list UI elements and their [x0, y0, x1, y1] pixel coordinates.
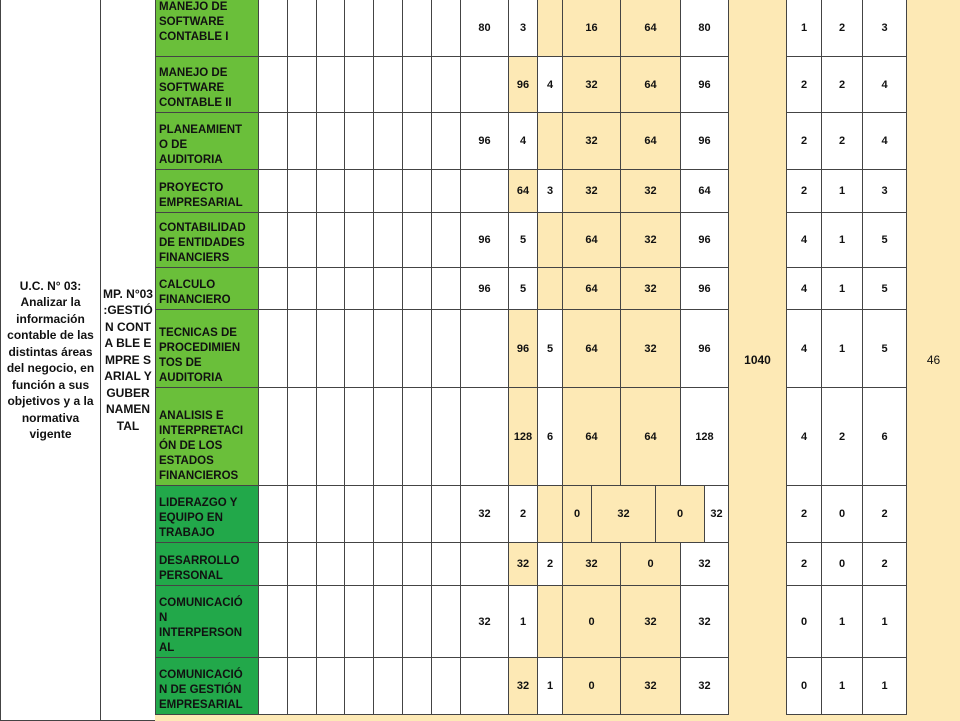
value-cell: 32 — [620, 169, 681, 213]
value-cell: 32 — [562, 542, 621, 586]
value-cell: 32 — [562, 112, 621, 170]
empty-cell — [373, 657, 403, 715]
empty-cell — [287, 169, 317, 213]
value-cell: 32 — [562, 56, 621, 113]
value-cell — [460, 56, 509, 113]
value-cell: 4 — [508, 112, 538, 170]
credit-cell: 4 — [786, 309, 822, 388]
value-cell: 96 — [680, 309, 729, 388]
empty-cell — [431, 309, 461, 388]
empty-cell — [287, 212, 317, 268]
value-cell: 0 — [655, 485, 705, 543]
empty-cell — [344, 657, 374, 715]
empty-cell — [373, 56, 403, 113]
empty-cell — [373, 267, 403, 310]
empty-cell — [287, 56, 317, 113]
module-cell — [100, 0, 156, 721]
empty-cell — [344, 0, 374, 57]
value-cell: 1 — [537, 657, 563, 715]
value-cell: 4 — [537, 56, 563, 113]
value-cell: 2 — [537, 542, 563, 586]
empty-cell — [344, 267, 374, 310]
module-label: MP. N°03 :GESTIÓ N CONTA BLE EMPRE SARIAL Y GUBER NAMEN TAL — [103, 286, 153, 433]
unit-competence-label: U.C. N° 03: Analizar la información contable de las distintas áreas del negocio, en función a sus objetivos y a la normativa vigente — [6, 278, 95, 441]
empty-cell — [431, 485, 461, 543]
credit-cell: 3 — [862, 169, 907, 213]
credit-cell: 3 — [862, 0, 907, 57]
empty-cell — [402, 267, 432, 310]
empty-cell — [344, 485, 374, 543]
empty-cell — [287, 112, 317, 170]
value-cell: 64 — [562, 387, 621, 486]
credit-cell: 4 — [786, 387, 822, 486]
credit-cell: 1 — [821, 309, 863, 388]
empty-cell — [258, 112, 288, 170]
credit-cell: 0 — [821, 542, 863, 586]
value-cell: 64 — [620, 0, 681, 57]
value-cell: 0 — [562, 657, 621, 715]
value-cell: 0 — [620, 542, 681, 586]
empty-cell — [316, 169, 345, 213]
empty-cell — [258, 0, 288, 57]
empty-cell — [316, 0, 345, 57]
empty-cell — [316, 309, 345, 388]
credit-cell: 0 — [821, 485, 863, 543]
value-cell — [460, 542, 509, 586]
value-cell: 128 — [680, 387, 729, 486]
value-cell: 32 — [460, 485, 509, 543]
value-cell: 32 — [680, 585, 729, 658]
subject-cell: COMUNICACIÓ N DE GESTIÓN EMPRESARIAL — [155, 657, 259, 715]
value-cell: 0 — [562, 485, 592, 543]
empty-cell — [287, 267, 317, 310]
subject-cell: CALCULO FINANCIERO — [155, 267, 259, 310]
value-cell: 96 — [680, 267, 729, 310]
value-cell: 64 — [620, 112, 681, 170]
value-cell: 32 — [620, 585, 681, 658]
empty-cell — [373, 542, 403, 586]
credit-cell: 2 — [786, 485, 822, 543]
credit-cell: 4 — [786, 267, 822, 310]
empty-cell — [287, 542, 317, 586]
value-cell: 6 — [537, 387, 563, 486]
subject-cell: CONTABILIDAD DE ENTIDADES FINANCIERS — [155, 212, 259, 268]
credit-cell: 2 — [786, 112, 822, 170]
empty-cell — [537, 267, 563, 310]
empty-cell — [402, 585, 432, 658]
subject-cell: PLANEAMIENT O DE AUDITORIA — [155, 112, 259, 170]
empty-cell — [258, 309, 288, 388]
empty-cell — [344, 309, 374, 388]
empty-cell — [402, 112, 432, 170]
value-cell: 64 — [562, 267, 621, 310]
empty-cell — [402, 387, 432, 486]
value-cell: 64 — [508, 169, 538, 213]
value-cell: 32 — [620, 657, 681, 715]
value-cell: 32 — [591, 485, 656, 543]
value-cell: 96 — [460, 112, 509, 170]
empty-cell — [316, 585, 345, 658]
value-cell: 96 — [460, 267, 509, 310]
empty-cell — [258, 485, 288, 543]
value-cell: 32 — [680, 542, 729, 586]
credit-cell: 2 — [821, 112, 863, 170]
credit-cell: 5 — [862, 267, 907, 310]
value-cell: 128 — [508, 387, 538, 486]
empty-cell — [258, 542, 288, 586]
empty-cell — [316, 212, 345, 268]
value-cell: 3 — [508, 0, 538, 57]
total-hours-cell: 1040 — [728, 0, 787, 721]
credit-cell: 0 — [786, 585, 822, 658]
credit-cell: 1 — [786, 0, 822, 57]
value-cell: 16 — [562, 0, 621, 57]
credit-cell: 2 — [786, 56, 822, 113]
empty-cell — [316, 112, 345, 170]
empty-cell — [316, 56, 345, 113]
empty-cell — [402, 485, 432, 543]
value-cell: 64 — [620, 387, 681, 486]
value-cell: 32 — [620, 212, 681, 268]
empty-cell — [402, 309, 432, 388]
empty-cell — [402, 169, 432, 213]
value-cell: 5 — [508, 267, 538, 310]
empty-cell — [258, 212, 288, 268]
credit-cell: 4 — [862, 56, 907, 113]
empty-cell — [344, 387, 374, 486]
value-cell: 32 — [680, 657, 729, 715]
credit-cell: 2 — [821, 0, 863, 57]
value-cell: 96 — [680, 56, 729, 113]
empty-cell — [287, 585, 317, 658]
empty-cell — [402, 542, 432, 586]
empty-cell — [287, 657, 317, 715]
empty-cell — [431, 267, 461, 310]
empty-cell — [258, 267, 288, 310]
empty-cell — [373, 585, 403, 658]
bottom-strip — [155, 715, 960, 721]
empty-cell — [344, 585, 374, 658]
value-cell: 32 — [704, 485, 729, 543]
subject-cell: MANEJO DE SOFTWARE CONTABLE II — [155, 56, 259, 113]
empty-cell — [537, 212, 563, 268]
empty-cell — [431, 112, 461, 170]
empty-cell — [402, 0, 432, 57]
value-cell: 3 — [537, 169, 563, 213]
value-cell: 32 — [620, 309, 681, 388]
empty-cell — [402, 56, 432, 113]
empty-cell — [258, 169, 288, 213]
value-cell: 1 — [508, 585, 538, 658]
value-cell — [460, 169, 509, 213]
empty-cell — [316, 485, 345, 543]
empty-cell — [258, 657, 288, 715]
empty-cell — [316, 542, 345, 586]
credit-cell: 2 — [786, 169, 822, 213]
empty-cell — [431, 585, 461, 658]
value-cell: 96 — [680, 112, 729, 170]
empty-cell — [316, 657, 345, 715]
credit-cell: 2 — [821, 387, 863, 486]
credit-cell: 1 — [821, 657, 863, 715]
value-cell: 96 — [508, 56, 538, 113]
subject-cell: PROYECTO EMPRESARIAL — [155, 169, 259, 213]
empty-cell — [537, 585, 563, 658]
credit-cell: 2 — [862, 485, 907, 543]
credit-cell: 2 — [862, 542, 907, 586]
subject-cell: TECNICAS DE PROCEDIMIEN TOS DE AUDITORIA — [155, 309, 259, 388]
value-cell: 32 — [620, 267, 681, 310]
credit-cell: 1 — [862, 657, 907, 715]
value-cell: 96 — [508, 309, 538, 388]
empty-cell — [287, 309, 317, 388]
empty-cell — [431, 542, 461, 586]
empty-cell — [373, 212, 403, 268]
value-cell — [460, 387, 509, 486]
value-cell: 64 — [620, 56, 681, 113]
empty-cell — [344, 542, 374, 586]
credit-cell: 5 — [862, 212, 907, 268]
empty-cell — [287, 485, 317, 543]
empty-cell — [287, 0, 317, 57]
empty-cell — [258, 387, 288, 486]
credit-cell: 4 — [862, 112, 907, 170]
value-cell: 64 — [562, 309, 621, 388]
empty-cell — [402, 657, 432, 715]
value-cell — [460, 657, 509, 715]
value-cell — [460, 309, 509, 388]
empty-cell — [431, 387, 461, 486]
value-cell: 64 — [562, 212, 621, 268]
subject-cell: LIDERAZGO Y EQUIPO EN TRABAJO — [155, 485, 259, 543]
value-cell: 2 — [508, 485, 538, 543]
credit-cell: 1 — [821, 169, 863, 213]
value-cell: 0 — [562, 585, 621, 658]
subject-cell: ANALISIS E INTERPRETACI ÓN DE LOS ESTADOS FINANCIEROS — [155, 387, 259, 486]
subject-cell: COMUNICACIÓ N INTERPERSON AL — [155, 585, 259, 658]
credit-cell: 1 — [821, 212, 863, 268]
subject-cell: MANEJO DE SOFTWARE CONTABLE I — [155, 0, 259, 57]
empty-cell — [344, 112, 374, 170]
empty-cell — [258, 585, 288, 658]
credit-cell: 2 — [786, 542, 822, 586]
empty-cell — [344, 56, 374, 113]
empty-cell — [316, 387, 345, 486]
value-cell: 96 — [680, 212, 729, 268]
credit-cell: 4 — [786, 212, 822, 268]
credit-cell: 1 — [862, 585, 907, 658]
value-cell: 5 — [537, 309, 563, 388]
value-cell: 32 — [508, 657, 538, 715]
subject-cell: DESARROLLO PERSONAL — [155, 542, 259, 586]
empty-cell — [431, 56, 461, 113]
value-cell: 32 — [562, 169, 621, 213]
total-credits-cell: 46 — [906, 0, 960, 721]
credit-cell: 1 — [821, 267, 863, 310]
empty-cell — [373, 0, 403, 57]
empty-cell — [344, 169, 374, 213]
empty-cell — [373, 169, 403, 213]
credit-cell: 6 — [862, 387, 907, 486]
value-cell: 5 — [508, 212, 538, 268]
credit-cell: 5 — [862, 309, 907, 388]
value-cell — [537, 485, 563, 543]
value-cell: 80 — [680, 0, 729, 57]
value-cell: 80 — [460, 0, 509, 57]
empty-cell — [431, 212, 461, 268]
empty-cell — [402, 212, 432, 268]
empty-cell — [537, 112, 563, 170]
empty-cell — [344, 212, 374, 268]
empty-cell — [287, 387, 317, 486]
credit-cell: 0 — [786, 657, 822, 715]
empty-cell — [431, 657, 461, 715]
empty-cell — [373, 387, 403, 486]
empty-cell — [373, 112, 403, 170]
empty-cell — [431, 169, 461, 213]
unit-competence-cell — [0, 0, 101, 721]
value-cell: 64 — [680, 169, 729, 213]
empty-cell — [537, 0, 563, 57]
credit-cell: 1 — [821, 585, 863, 658]
empty-cell — [373, 485, 403, 543]
value-cell: 96 — [460, 212, 509, 268]
value-cell: 32 — [460, 585, 509, 658]
credit-cell: 2 — [821, 56, 863, 113]
value-cell: 32 — [508, 542, 538, 586]
empty-cell — [258, 56, 288, 113]
empty-cell — [316, 267, 345, 310]
empty-cell — [373, 309, 403, 388]
empty-cell — [431, 0, 461, 57]
